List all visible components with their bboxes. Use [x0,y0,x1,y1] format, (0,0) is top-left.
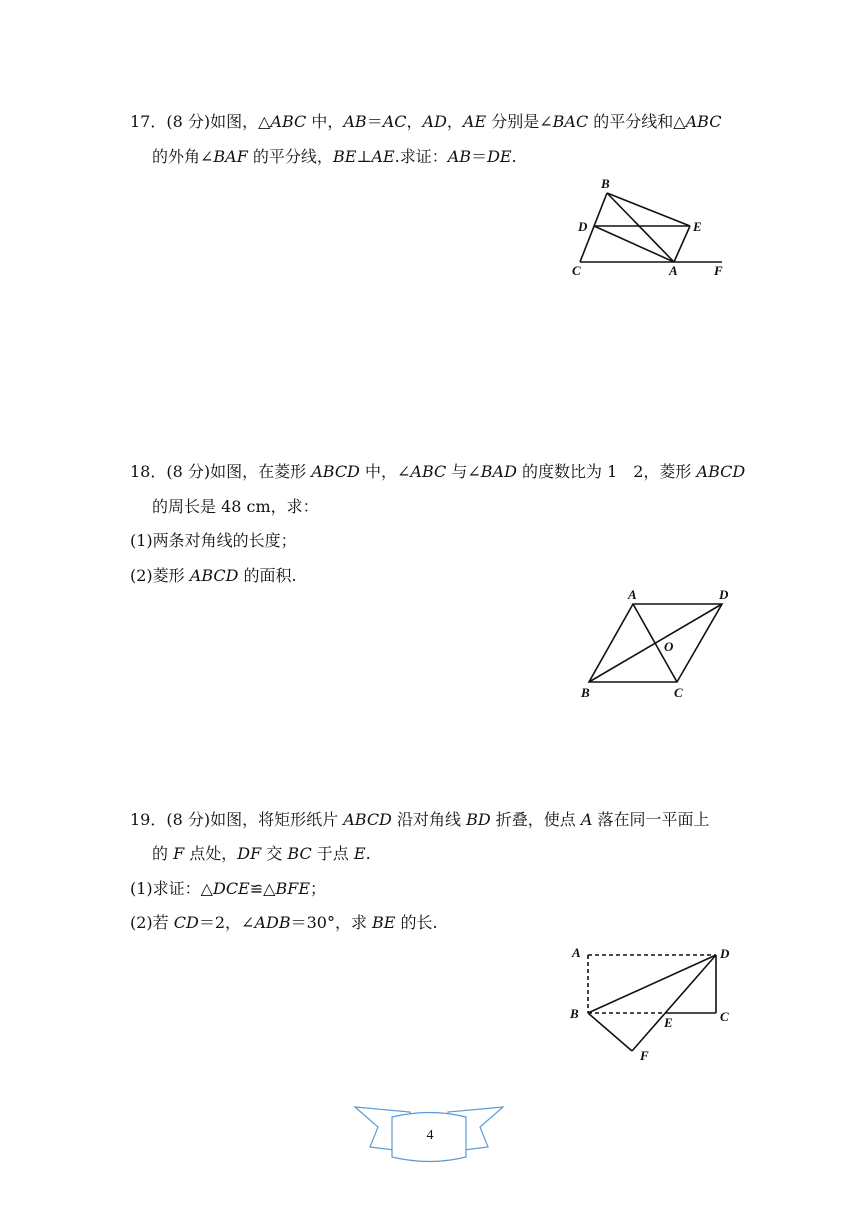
label-A: A [572,945,581,960]
label-F: F [714,263,723,278]
label-F: F [640,1048,649,1063]
label-E: E [693,219,702,234]
page-number: 4 [426,1128,434,1143]
label-C: C [720,1009,729,1024]
problem-18-line-1: 18．(8 分)如图，在菱形 ABCD 中，∠ABC 与∠BAD 的度数比为 1 2，菱形 ABCD [130,462,746,481]
label-B: B [570,1006,579,1021]
problem-18-line-4: (2)菱形 ABCD 的面积. [130,566,297,585]
label-D: D [719,587,729,602]
problem-19-line-4: (2)若 CD＝2，∠ADB＝30°，求 BE 的长. [130,913,438,932]
problem-17-line-1: 17．(8 分)如图，△ABC 中，AB＝AC，AD，AE 分别是∠BAC 的平分线和△ABC [130,112,722,131]
label-E: E [664,1015,673,1030]
label-B: B [601,176,610,191]
label-C: C [572,263,581,278]
problem-18-line-2: 的周长是 48 cm，求： [152,497,319,516]
label-O: O [664,639,674,654]
problem-19-line-3: (1)求证：△DCE≌△BFE； [130,879,327,898]
problem-19-line-2: 的 F 点处，DF 交 BC 于点 E. [152,844,371,863]
problem-18-line-3: (1)两条对角线的长度； [130,531,297,550]
label-B: B [581,685,590,700]
problem-19-line-1: 19．(8 分)如图，将矩形纸片 ABCD 沿对角线 BD 折叠，使点 A 落在同一平面上 [130,810,710,829]
label-C: C [674,685,683,700]
label-D: D [720,946,730,961]
label-A: A [628,587,637,602]
label-D: D [578,219,588,234]
label-A: A [669,263,678,278]
problem-17-line-2: 的外角∠BAF 的平分线，BE⊥AE.求证：AB＝DE. [152,147,517,166]
